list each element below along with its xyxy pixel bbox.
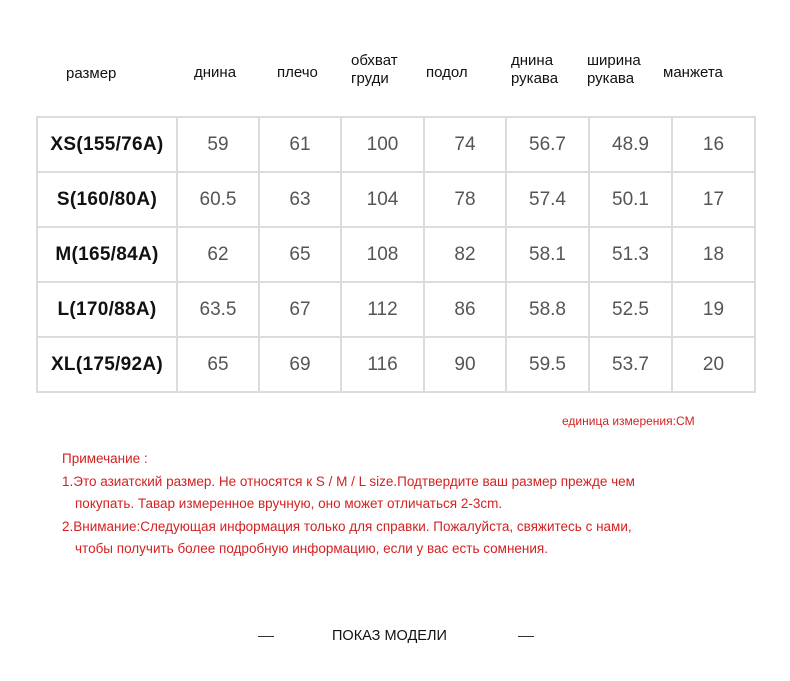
size-table (36, 116, 756, 393)
size-label-cell: S(160/80A) (37, 172, 177, 227)
measurement-cell: 67 (259, 282, 341, 337)
table-row (37, 337, 755, 392)
unit-note: единица измерения:CM (562, 414, 695, 428)
measurement-cell: 74 (424, 117, 506, 172)
measurement-cell: 61 (259, 117, 341, 172)
measurement-cell: 58.1 (506, 227, 589, 282)
measurement-cell: 56.7 (506, 117, 589, 172)
measurement-cell: 18 (672, 227, 755, 282)
dash-right (518, 636, 534, 637)
measurement-cell: 17 (672, 172, 755, 227)
measurement-cell: 60.5 (177, 172, 259, 227)
dash-left (258, 636, 274, 637)
measurement-cell: 53.7 (589, 337, 672, 392)
measurement-cell: 57.4 (506, 172, 589, 227)
table-row (37, 282, 755, 337)
measurement-cell: 62 (177, 227, 259, 282)
header-sleeve-width: ширина рукава (587, 52, 641, 87)
measurement-cell: 59.5 (506, 337, 589, 392)
measurement-cell: 16 (672, 117, 755, 172)
table-row (37, 172, 755, 227)
note-line: покупать. Тавар измеренное вручную, оно может отличаться 2-3cm. (75, 496, 503, 511)
table-row (37, 227, 755, 282)
measurement-cell: 63 (259, 172, 341, 227)
notes-block (62, 448, 762, 561)
table-row (37, 117, 755, 172)
measurement-cell: 19 (672, 282, 755, 337)
measurement-cell: 78 (424, 172, 506, 227)
measurement-cell: 65 (177, 337, 259, 392)
model-section-title: ПОКАЗ МОДЕЛИ (332, 628, 447, 644)
measurement-cell: 52.5 (589, 282, 672, 337)
measurement-cell: 90 (424, 337, 506, 392)
measurement-cell: 104 (341, 172, 424, 227)
header-cuff: манжета (663, 64, 723, 81)
measurement-cell: 112 (341, 282, 424, 337)
measurement-cell: 51.3 (589, 227, 672, 282)
measurement-cell: 59 (177, 117, 259, 172)
header-size: размер (66, 65, 117, 82)
header-shoulder: плечо (277, 64, 318, 81)
measurement-cell: 50.1 (589, 172, 672, 227)
header-length: днина (194, 64, 237, 81)
measurement-cell: 108 (341, 227, 424, 282)
measurement-cell: 86 (424, 282, 506, 337)
model-section-header (0, 626, 790, 646)
measurement-cell: 82 (424, 227, 506, 282)
measurement-cell: 48.9 (589, 117, 672, 172)
header-sleeve-length: днина рукава (511, 52, 559, 87)
measurement-cell: 20 (672, 337, 755, 392)
measurement-cell: 63.5 (177, 282, 259, 337)
size-label-cell: M(165/84A) (37, 227, 177, 282)
notes-title: Примечание : (62, 451, 148, 466)
note-line: 2.Внимание:Следующая информация только для справки. Пожалуйста, свяжитесь с нами, (62, 518, 632, 534)
header-chest: обхват груди (351, 52, 398, 87)
size-label-cell: XS(155/76A) (37, 117, 177, 172)
measurement-cell: 65 (259, 227, 341, 282)
measurement-cell: 69 (259, 337, 341, 392)
size-label-cell: XL(175/92A) (37, 337, 177, 392)
note-line: чтобы получить более подробную информацию, если у вас есть сомнения. (75, 541, 548, 556)
size-label-cell: L(170/88A) (37, 282, 177, 337)
measurement-cell: 100 (341, 117, 424, 172)
measurement-cell: 116 (341, 337, 424, 392)
header-hem: подол (426, 64, 468, 81)
note-line: 1.Это азиатский размер. Не относятся к S / M / L size.Подтвердите ваш размер прежде чем (62, 473, 635, 489)
measurement-cell: 58.8 (506, 282, 589, 337)
